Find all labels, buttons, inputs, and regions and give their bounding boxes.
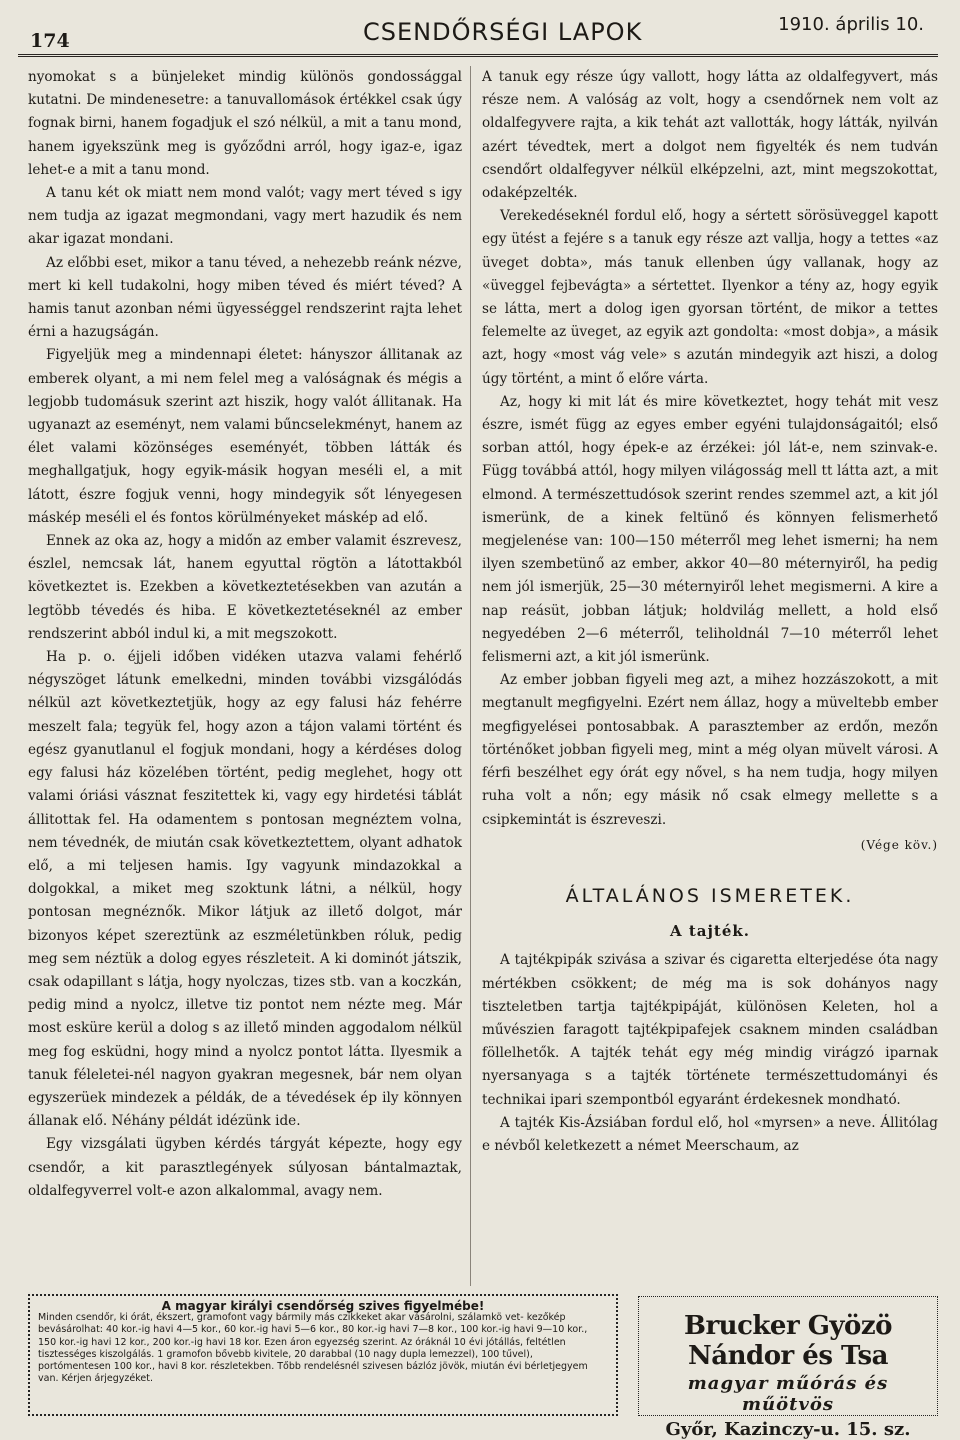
left-paragraph-1: nyomokat s a bünjeleket mindig különös gondossággal kutatni. De mindenesetre: a tanuvallomások értékkel csak úgy fognak birni, hanem fogadjuk el szó nélkül, a mit a tanu mond, hanem igyekszünk meg is győződni arról, hogy igaz-e, igaz lehet-e a mit a tanu mond. bbox=[28, 69, 462, 178]
page-number: 174 bbox=[30, 30, 70, 52]
continued-note: (Vége köv.) bbox=[860, 837, 938, 852]
journal-title: CSENDŐRSÉGI LAPOK bbox=[363, 18, 643, 46]
section-title: ÁLTALÁNOS ISMERETEK. bbox=[565, 884, 855, 907]
left-paragraph-3: Az előbbi eset, mikor a tanu téved, a nehezebb reánk nézve, mert ki kell tudakolni, hogy miben téved és miért téved? A hamis tanut azonban némi ügyességgel rendszerint rajta lehet érni a hazugságán. bbox=[28, 254, 462, 341]
page-header bbox=[18, 14, 938, 57]
advertiser-name: Brucker Gyözö Nándor és Tsa bbox=[684, 1311, 892, 1371]
right-paragraph-4: Az ember jobban figyeli meg azt, a mihez hozzászokott, a mit megtanult megfigyelni. Ezért nem állaz, hogy a müveltebb ember megfigyelései pontosabbak. A parasztember az erdőn, mezőn történőket jobban figyeli meg, mint a még olyan müvelt városi. A férfi beszélhet egy órát egy nővel, s ha nem tudja, hogy milyen ruha volt a nőn; egy másik nő csak elmegy mellette s a csipkemintát is észreveszi. bbox=[482, 672, 938, 828]
advertiser-address: Győr, Kazinczy-u. 15. sz. bbox=[665, 1419, 911, 1440]
column-divider bbox=[470, 66, 471, 1286]
notice-heading: A magyar királyi csendőrség szives figyelmébe! bbox=[161, 1299, 485, 1313]
left-column bbox=[28, 66, 462, 1203]
advertisement-box bbox=[638, 1296, 938, 1440]
notice-text: Minden csendőr, ki órát, ékszert, gramofont vagy bármily más czikkeket akar vásárolni, szálamkö vet- kezőkép bevásárolhat: 40 kor.-ig havi 4—5 kor., 60 kor.-ig havi 5—6 kor., 80 kor.-ig havi 7—8 kor., 100 kor.-ig havi 9—10 kor., 150 kor.-ig havi 12 kor., 200 kor.-ig havi 18 kor. Ezen áron egyezség szerint. Az óráknál 10 évi jótállás, feltétlen tisztességes kiszolgálás. 1 gramofon bővebb kivitele, 20 darabbal (10 nagy dupla lemezzel), 100 tűvel), portómentesen 100 kor., havi 8 kor. részletekben. Tőbb rendelésnél szivesen bázlóz jövök, miután évi bérletjegyem van. Kérjen árjegyzéket. bbox=[38, 1312, 588, 1385]
left-paragraph-5: Ennek az oka az, hogy a midőn az ember valamit észrevesz, észlel, nemcsak lát, hanem egyuttal rögtön a látottakból következtet is. Ezekben a következtetésekben van azután a legtöbb tévedés és hiba. E következtetéseknél az ember rendszerint abból indul ki, a mit megszokott. bbox=[28, 533, 462, 642]
advertiser-trade: magyar műórás és műötvös bbox=[687, 1373, 889, 1415]
right-paragraph-1: A tanuk egy része úgy vallott, hogy látta az oldalfegyvert, más része nem. A valóság az volt, hogy a csendőrnek nem volt az oldalfegyvere rajta, a kik tehát azt vallották, hogy látták, nyilván azért tévedtek, mert a dolgot nem figyelték és nem tudván csendőrt oldalfegyver nélkül elképzelni, azt, mint megszokottat, odaképzelték. bbox=[482, 69, 938, 202]
right-paragraph-2: Verekedéseknél fordul elő, hogy a sértett sörösüveggel kapott egy ütést a fejére s a tanuk egy része azt vallja, hogy a tettes «az üveget dobta», más tanuk ellenben úgy vallanak, hogy az «üveggel fejbevágta» a sértettet. Ilyenkor a tény az, hogy egyik se látta, mert a dolog igen gyorsan történt, de mikor a tettes felemelte az üveget, az egyik azt gondolta: «most dobja», a másik azt, hogy «most vág vele» s azután mindegyik azt hiszi, a dolog úgy történt, a mint ő előre várta. bbox=[482, 208, 938, 387]
right-paragraph-3: Az, hogy ki mit lát és mire következtet, hogy tehát mit vesz észre, ismét függ az egyes ember egyéni tulajdonságaitól; első sorban attól, hogy épek-e az érzékei: jól lát-e, nem szinvak-e. Függ továbbá attól, hogy milyen világosság mell tt látta azt, a mit elmond. A természettudósok szerint rendes szemmel azt, a kit jól ismerünk, de a kinek feltünő és könnyen felismerhető megjelenése van: 100—150 méterről meg lehet ismerni; ha nem ilyen szembetünő az ember, akkor 40—80 méternyiről, ha pedig nem jól ismerjük, 25—30 méternyiről lehet megismerni. A kire a nap reásüt, jobban látjuk; holdvilág mellett, a hold első negyedében 2—6 méterről, teliholdnál 7—10 méterről lehet felismerni azt, a kit jól ismerünk. bbox=[482, 393, 938, 666]
advertisement-notice bbox=[28, 1294, 618, 1416]
article-title: A tajték. bbox=[669, 922, 751, 941]
article-paragraph-1: A tajtékpipák szivása a szivar és cigaretta elterjedése óta nagy mértékben csökkent; de még ma is sok dohányos nagy tiszteletben tartja tajtékpipáját, különösen Keleten, hol a művészien faragott tajtékpipafejek csaknem minden családban föllelhetők. A tajték tehát egy még mindig virágzó iparnak nyersanyaga s a tajték története természettudományi és technikai ipari szempontból egyaránt érdekesnek mondható. bbox=[482, 952, 938, 1108]
left-paragraph-6: Ha p. o. éjjeli időben vidéken utazva valami fehérlő négyszöget látunk emelkedni, minden további vizsgálódás nélkül azt következtetjük, hogy az egy falusi ház fehérre meszelt fala; tegyük fel, hogy azon a tájon valami történt és egész gyanutlanul el fogjuk mondani, hogy a kérdéses dolog egy falusi ház közelében történt, pedig meglehet, hogy ott valami óriási vásznat feszitettek ki, vagy egy hirdetési táblát állitottak fel. Ha odamentem s pontosan megnéztem volna, nem tévednék, de miután csak következtettem, olyant adhatok elő, a mi teljesen hamis. Igy vagyunk mindazokkal a dolgokkal, a miket meg szoktunk látni, a nélkül, hogy pontosan megnéznők. Mikor látjuk az illető dolgot, már bizonyos képet szereztünk az eszméletünkben róluk, pedig meg sem néztük a dolog egyes részleteit. A ki dominót játszik, csak odapillant s látja, hogy nyolczas, tizes stb. van a koczkán, pedig mind a nyolcz, illetve tiz pontot nem nézte meg. Már most esküre kerül a dolog s az illető minden aggodalom nélkül meg fog esküdni, hogy mind a nyolcz pontot látta. Ilyesmik a tanuk féleletei-nél nagyon gyakran megesnek, bár nem olyan egyszerüek mindezek a példák, de a tévedések ép ily könnyen állanak elő. Néhány példát idézünk ide. bbox=[28, 649, 462, 1130]
left-paragraph-7: Egy vizsgálati ügyben kérdés tárgyát képezte, hogy egy csendőr, a kit parasztlegények súlyosan bántalmaztak, oldalfegyverrel volt-e azon alkalommal, avagy nem. bbox=[28, 1136, 462, 1199]
left-paragraph-4: Figyeljük meg a mindennapi életet: hányszor állitanak az emberek olyant, a mi nem felel meg a valóságnak és mégis a legjobb tudomásuk szerint azt hiszik, hogy valót állitanak. Ha ugyanazt az eseményt, nem valami bűncselekményt, hanem az élet valami közönséges eseményét, többen látták és meghallgatjuk, hogy egyik-másik hogyan meséli el, a mit látott, észre fogjuk venni, hogy mindegyik sőt lényegesen máskép meséli el és fontos körülményeket máskép ad elő. bbox=[28, 347, 462, 526]
left-paragraph-2: A tanu két ok miatt nem mond valót; vagy mert téved s igy nem tudja az igazat megmondani, vagy mert hazudik és nem akar igazat mondani. bbox=[28, 185, 462, 248]
article-paragraph-2: A tajték Kis-Ázsiában fordul elő, hol «myrsen» a neve. Állitólag e névből keletkezett a német Meerschaum, az bbox=[482, 1114, 938, 1154]
issue-date: 1910. április 10. bbox=[778, 14, 924, 35]
right-column bbox=[482, 66, 938, 1158]
